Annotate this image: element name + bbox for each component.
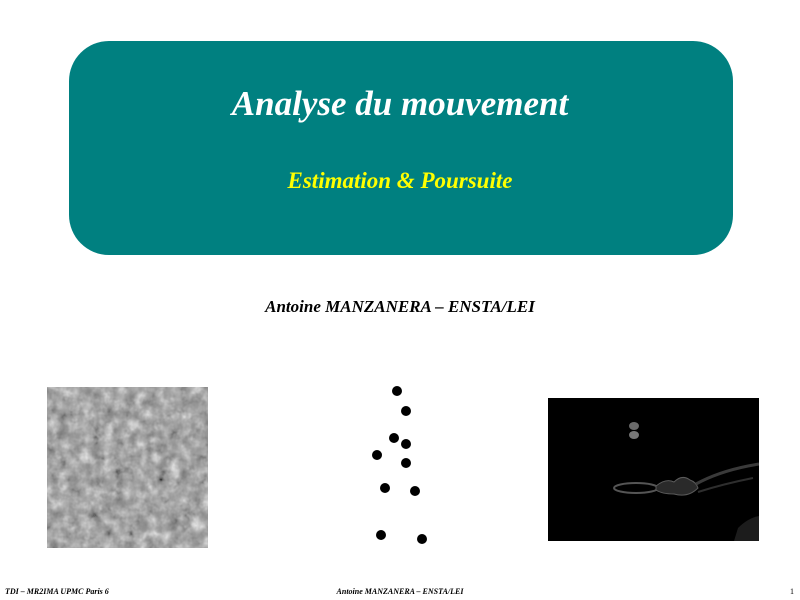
footer-author: Antoine MANZANERA – ENSTA/LEI: [336, 587, 464, 596]
slide-author: Antoine MANZANERA – ENSTA/LEI: [265, 297, 535, 316]
dot: [392, 386, 402, 396]
dot: [417, 534, 427, 544]
dot-pattern: [360, 380, 440, 550]
dot: [401, 458, 411, 468]
dot: [380, 483, 390, 493]
dot: [389, 433, 399, 443]
texture-image: [47, 387, 208, 548]
title-box: [69, 41, 733, 255]
slide-subtitle: Estimation & Poursuite: [287, 168, 513, 193]
slide-title: Analyse du mouvement: [231, 84, 569, 123]
dot: [401, 439, 411, 449]
page-number: 1: [790, 587, 794, 596]
footer-course: TDI – MR2IMA UPMC Paris 6: [5, 587, 109, 596]
dot: [372, 450, 382, 460]
dark-motion-image: [548, 398, 759, 541]
dot: [401, 406, 411, 416]
dot: [410, 486, 420, 496]
dot: [376, 530, 386, 540]
